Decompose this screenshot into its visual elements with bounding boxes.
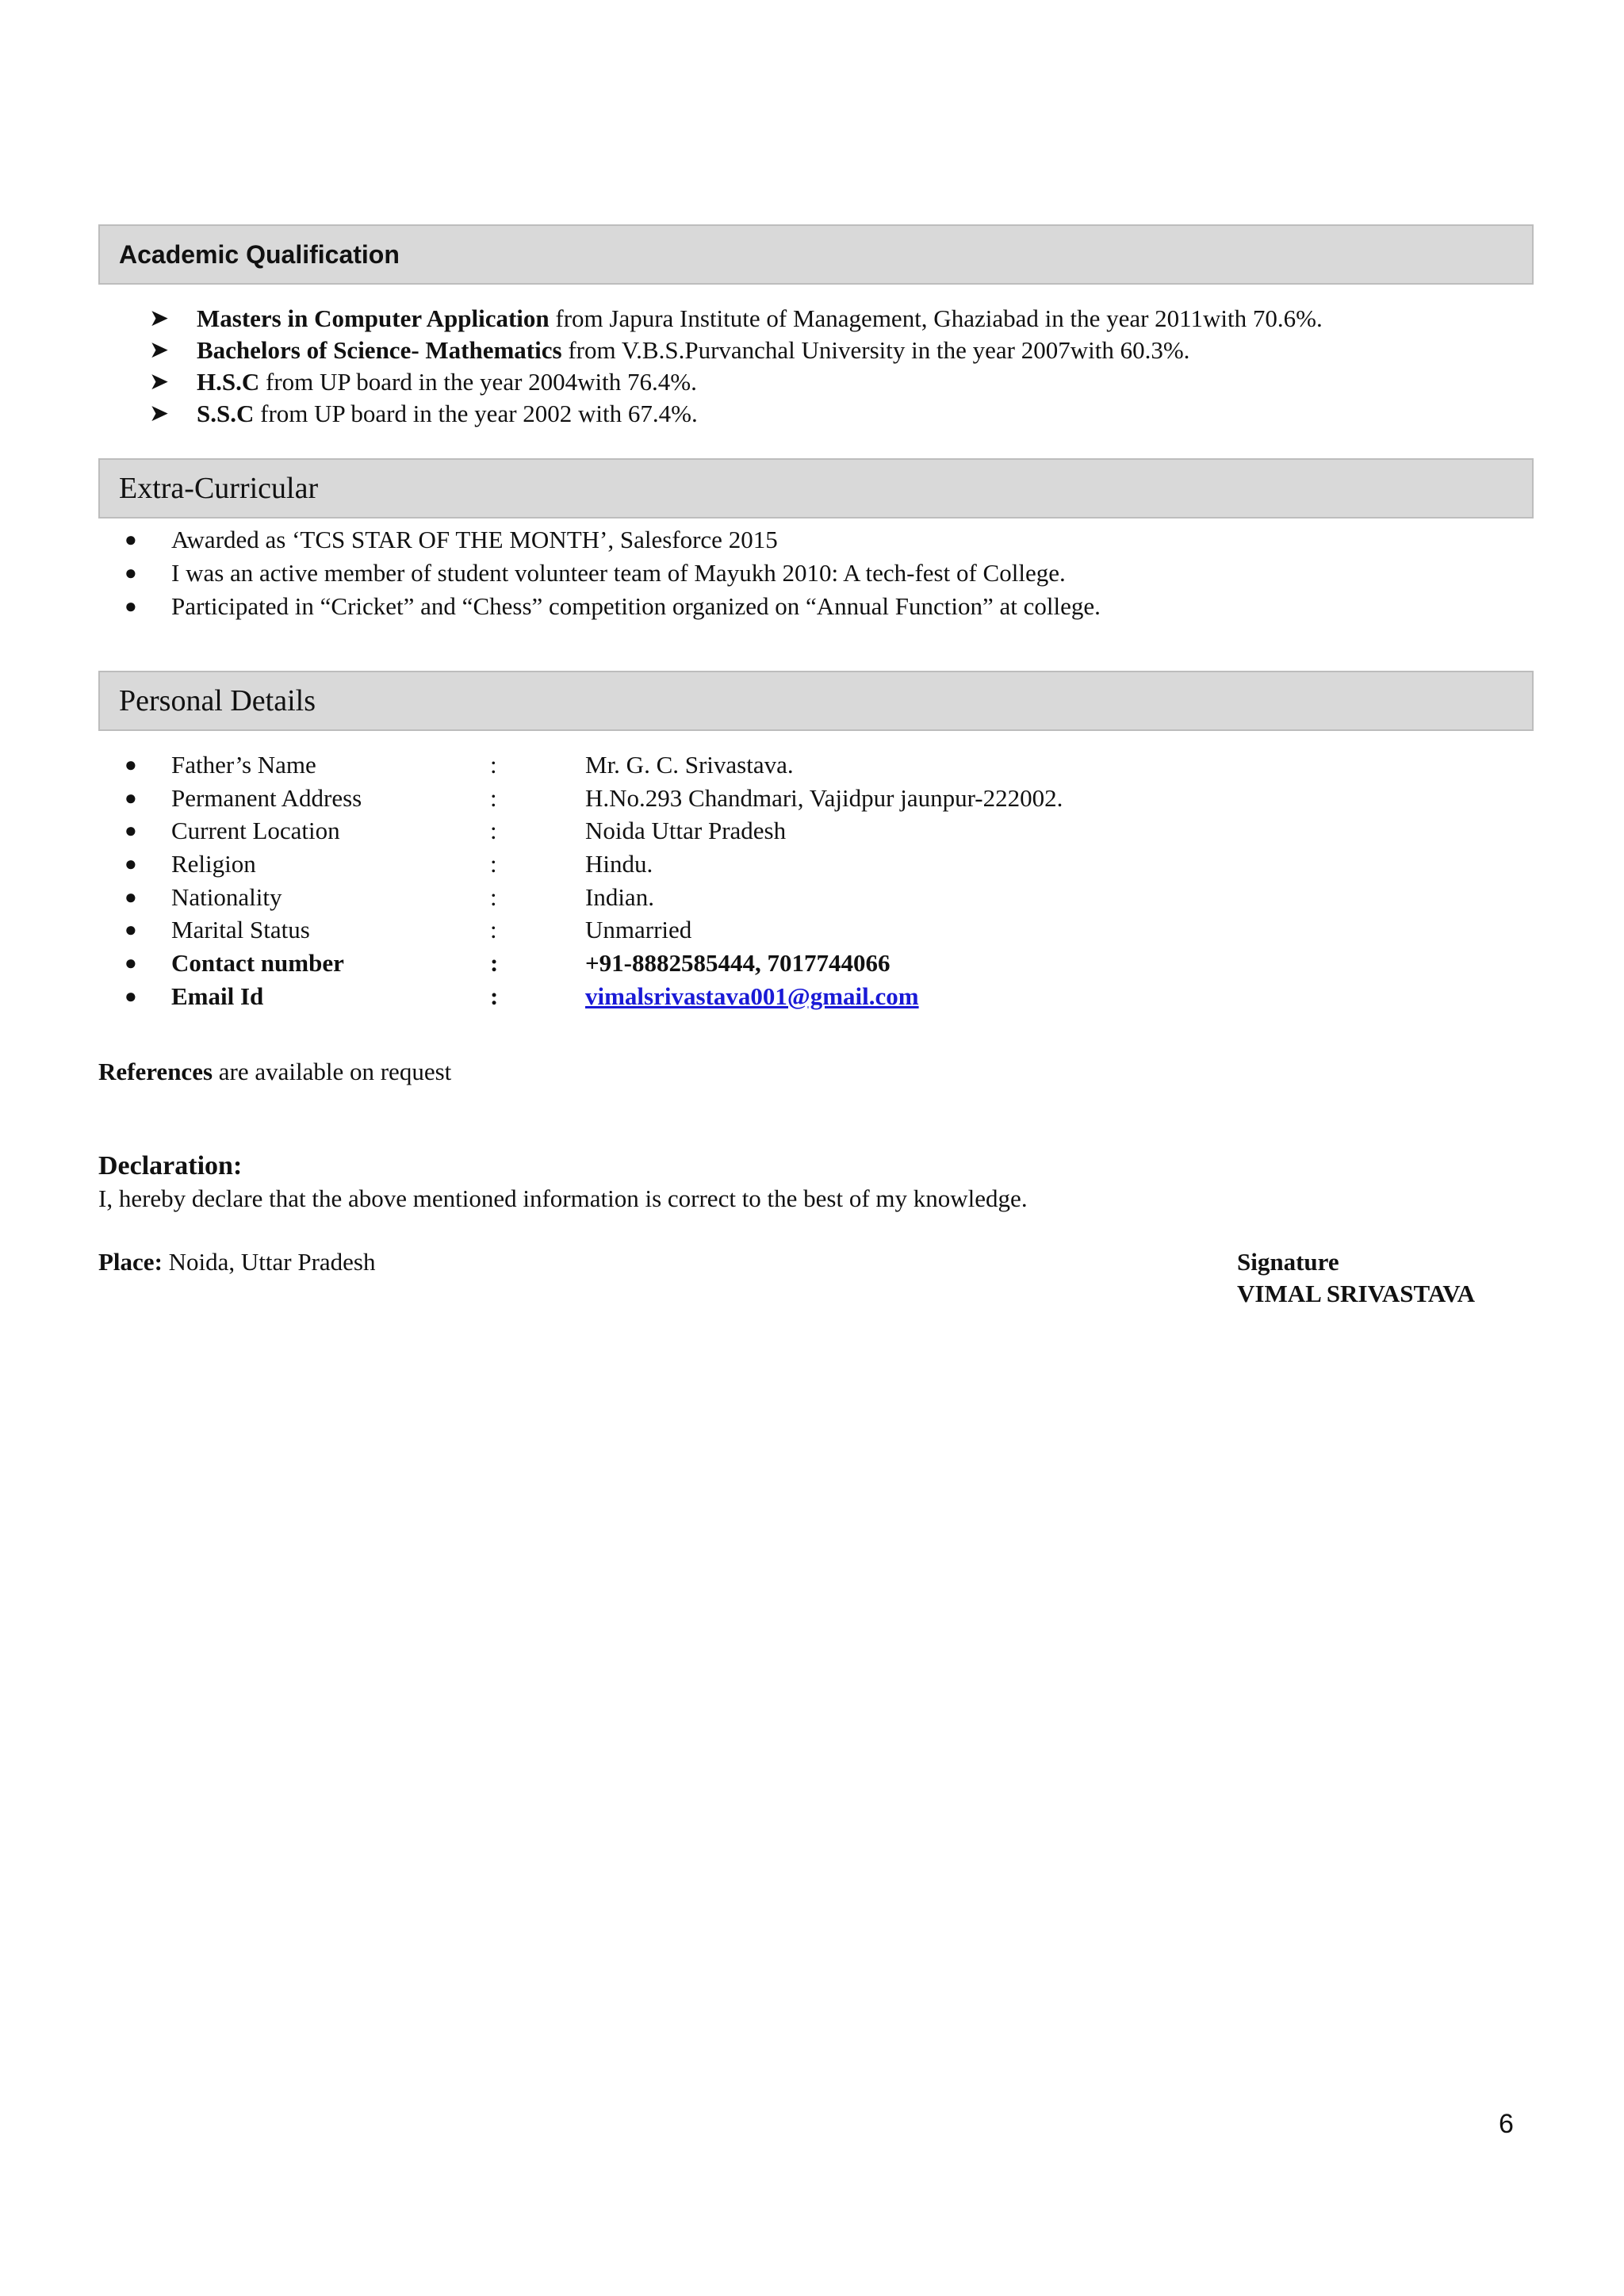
place-line: Place: Noida, Uttar Pradesh <box>98 1248 376 1276</box>
signature-label: Signature <box>1237 1248 1339 1276</box>
list-item: ● Awarded as ‘TCS STAR OF THE MONTH’, Salesforce 2015 <box>0 523 1101 557</box>
personal-details-header <box>98 671 1534 731</box>
bullet-icon: ● <box>124 984 137 1008</box>
list-item: ➤ H.S.C from UP board in the year 2004with 76.4%. <box>0 366 1323 398</box>
page-number: 6 <box>1499 2109 1514 2139</box>
detail-row: ● Nationality : Indian. <box>0 881 1624 914</box>
detail-row: ● Email Id : vimalsrivastava001@gmail.com <box>0 980 1624 1013</box>
references-line: References are available on request <box>98 1058 452 1085</box>
bullet-icon: ● <box>124 918 137 942</box>
bullet-icon: ● <box>124 595 137 618</box>
signature-name: VIMAL SRIVASTAVA <box>1237 1280 1476 1307</box>
bullet-icon: ● <box>124 951 137 975</box>
bullet-icon: ● <box>124 819 137 843</box>
personal-details-title: Personal Details <box>119 684 316 718</box>
arrow-bullet-icon: ➤ <box>149 305 170 331</box>
detail-row: ● Marital Status : Unmarried <box>0 913 1624 947</box>
academic-qualification-header <box>98 224 1534 285</box>
detail-row: ● Current Location : Noida Uttar Pradesh <box>0 814 1624 848</box>
academic-list <box>0 303 1323 430</box>
list-item: ● I was an active member of student volunteer team of Mayukh 2010: A tech-fest of College. <box>0 557 1101 590</box>
list-item: ● Participated in “Cricket” and “Chess” competition organized on “Annual Function” at college. <box>0 590 1101 623</box>
declaration-heading: Declaration: <box>98 1151 243 1181</box>
arrow-bullet-icon: ➤ <box>149 337 170 363</box>
contact-number: +91-8882585444, 7017744066 <box>585 949 891 978</box>
bullet-icon: ● <box>124 528 137 551</box>
bullet-icon: ● <box>124 561 137 584</box>
bullet-icon: ● <box>124 852 137 876</box>
arrow-bullet-icon: ➤ <box>149 400 170 427</box>
bullet-icon: ● <box>124 786 137 809</box>
extra-curricular-list <box>0 523 1101 623</box>
email-link[interactable]: vimalsrivastava001@gmail.com <box>585 982 919 1010</box>
list-item: ➤ Masters in Computer Application from Japura Institute of Management, Ghaziabad in the year 2011with 70.6%. <box>0 303 1323 335</box>
detail-row: ● Father’s Name : Mr. G. C. Srivastava. <box>0 748 1624 782</box>
list-item: ➤ Bachelors of Science- Mathematics from V.B.S.Purvanchal University in the year 2007with 60.3%. <box>0 335 1323 366</box>
list-item: ➤ S.S.C from UP board in the year 2002 with 67.4%. <box>0 398 1323 430</box>
academic-qualification-title: Academic Qualification <box>119 239 400 269</box>
detail-row: ● Permanent Address : H.No.293 Chandmari, Vajidpur jaunpur-222002. <box>0 782 1624 815</box>
personal-details-list <box>0 748 1624 1013</box>
detail-row: ● Contact number : +91-8882585444, 7017744066 <box>0 947 1624 980</box>
detail-row: ● Religion : Hindu. <box>0 848 1624 881</box>
extra-curricular-header <box>98 458 1534 519</box>
bullet-icon: ● <box>124 753 137 776</box>
bullet-icon: ● <box>124 885 137 909</box>
extra-curricular-title: Extra-Curricular <box>119 472 319 505</box>
arrow-bullet-icon: ➤ <box>149 369 170 395</box>
declaration-text: I, hereby declare that the above mentioned information is correct to the best of my knowledge. <box>98 1184 1028 1212</box>
